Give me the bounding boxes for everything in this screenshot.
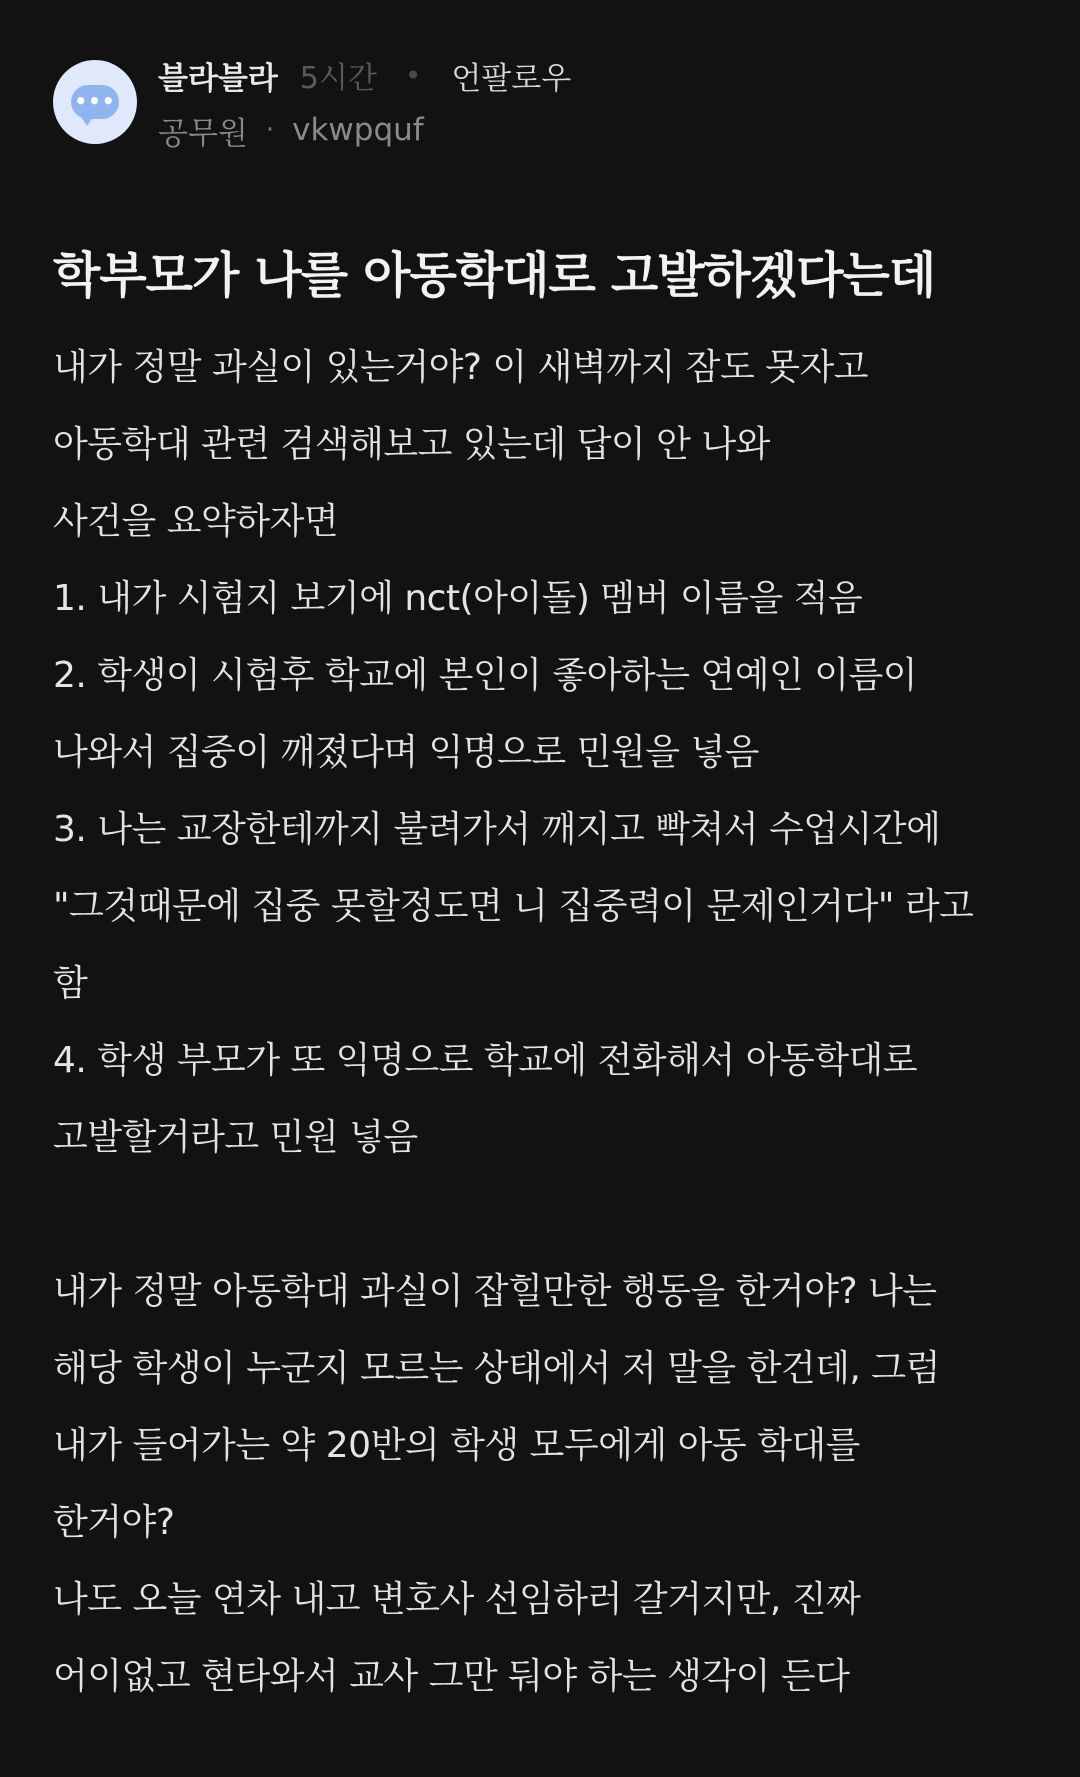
body-line: 내가 정말 아동학대 과실이 잡힐만한 행동을 한거야? 나는 xyxy=(53,1271,937,1312)
body-line: 내가 들어가는 약 20반의 학생 모두에게 아동 학대를 xyxy=(53,1425,860,1466)
meta-separator: · xyxy=(265,115,275,145)
body-line: "그것때문에 집중 못할정도면 니 집중력이 문제인거다" 라고 xyxy=(53,886,974,927)
dots-icon: ••• xyxy=(74,89,116,113)
body-line: 아동학대 관련 검색해보고 있는데 답이 안 나와 xyxy=(53,424,770,465)
body-line: 어이없고 현타와서 교사 그만 둬야 하는 생각이 든다 xyxy=(53,1656,850,1697)
body-line: 1. 내가 시험지 보기에 nct(아이돌) 멤버 이름을 적음 xyxy=(53,578,863,619)
body-line: 사건을 요약하자면 xyxy=(53,501,339,542)
body-line: 해당 학생이 누군지 모르는 상태에서 저 말을 한건데, 그럼 xyxy=(53,1348,940,1389)
author-job: 공무원 xyxy=(158,115,248,152)
body-line: 나도 오늘 연차 내고 변호사 선임하러 갈거지만, 진짜 xyxy=(53,1579,861,1620)
paragraph-spacer xyxy=(53,1176,1043,1253)
chat-bubble-icon xyxy=(71,85,119,119)
unfollow-button[interactable]: 언팔로우 xyxy=(451,60,572,97)
body-line: 4. 학생 부모가 또 익명으로 학교에 전화해서 아동학대로 xyxy=(53,1040,918,1081)
post-title: 학부모가 나를 아동학대로 고발하겠다는데 xyxy=(53,247,936,304)
post-header xyxy=(53,52,1033,152)
author-meta-row xyxy=(158,107,424,153)
separator-dot: • xyxy=(404,58,422,92)
author-row xyxy=(158,52,571,98)
body-line: 3. 나는 교장한테까지 불려가서 깨지고 빡쳐서 수업시간에 xyxy=(53,809,941,850)
body-line: 함 xyxy=(53,963,88,1004)
body-line: 한거야? xyxy=(53,1502,175,1543)
body-line: 고발할거라고 민원 넣음 xyxy=(53,1117,418,1158)
body-line: 나와서 집중이 깨졌다며 익명으로 민원을 넣음 xyxy=(53,732,759,773)
avatar[interactable] xyxy=(53,60,137,144)
body-line: 2. 학생이 시험후 학교에 본인이 좋아하는 연예인 이름이 xyxy=(53,655,918,696)
post-time: 5시간 xyxy=(299,61,377,96)
post-body xyxy=(53,329,1043,1715)
author-name[interactable]: 블라블라 xyxy=(158,60,278,97)
body-line: 내가 정말 과실이 있는거야? 이 새벽까지 잠도 못자고 xyxy=(53,347,869,388)
author-nickname: vkwpquf xyxy=(292,112,424,148)
